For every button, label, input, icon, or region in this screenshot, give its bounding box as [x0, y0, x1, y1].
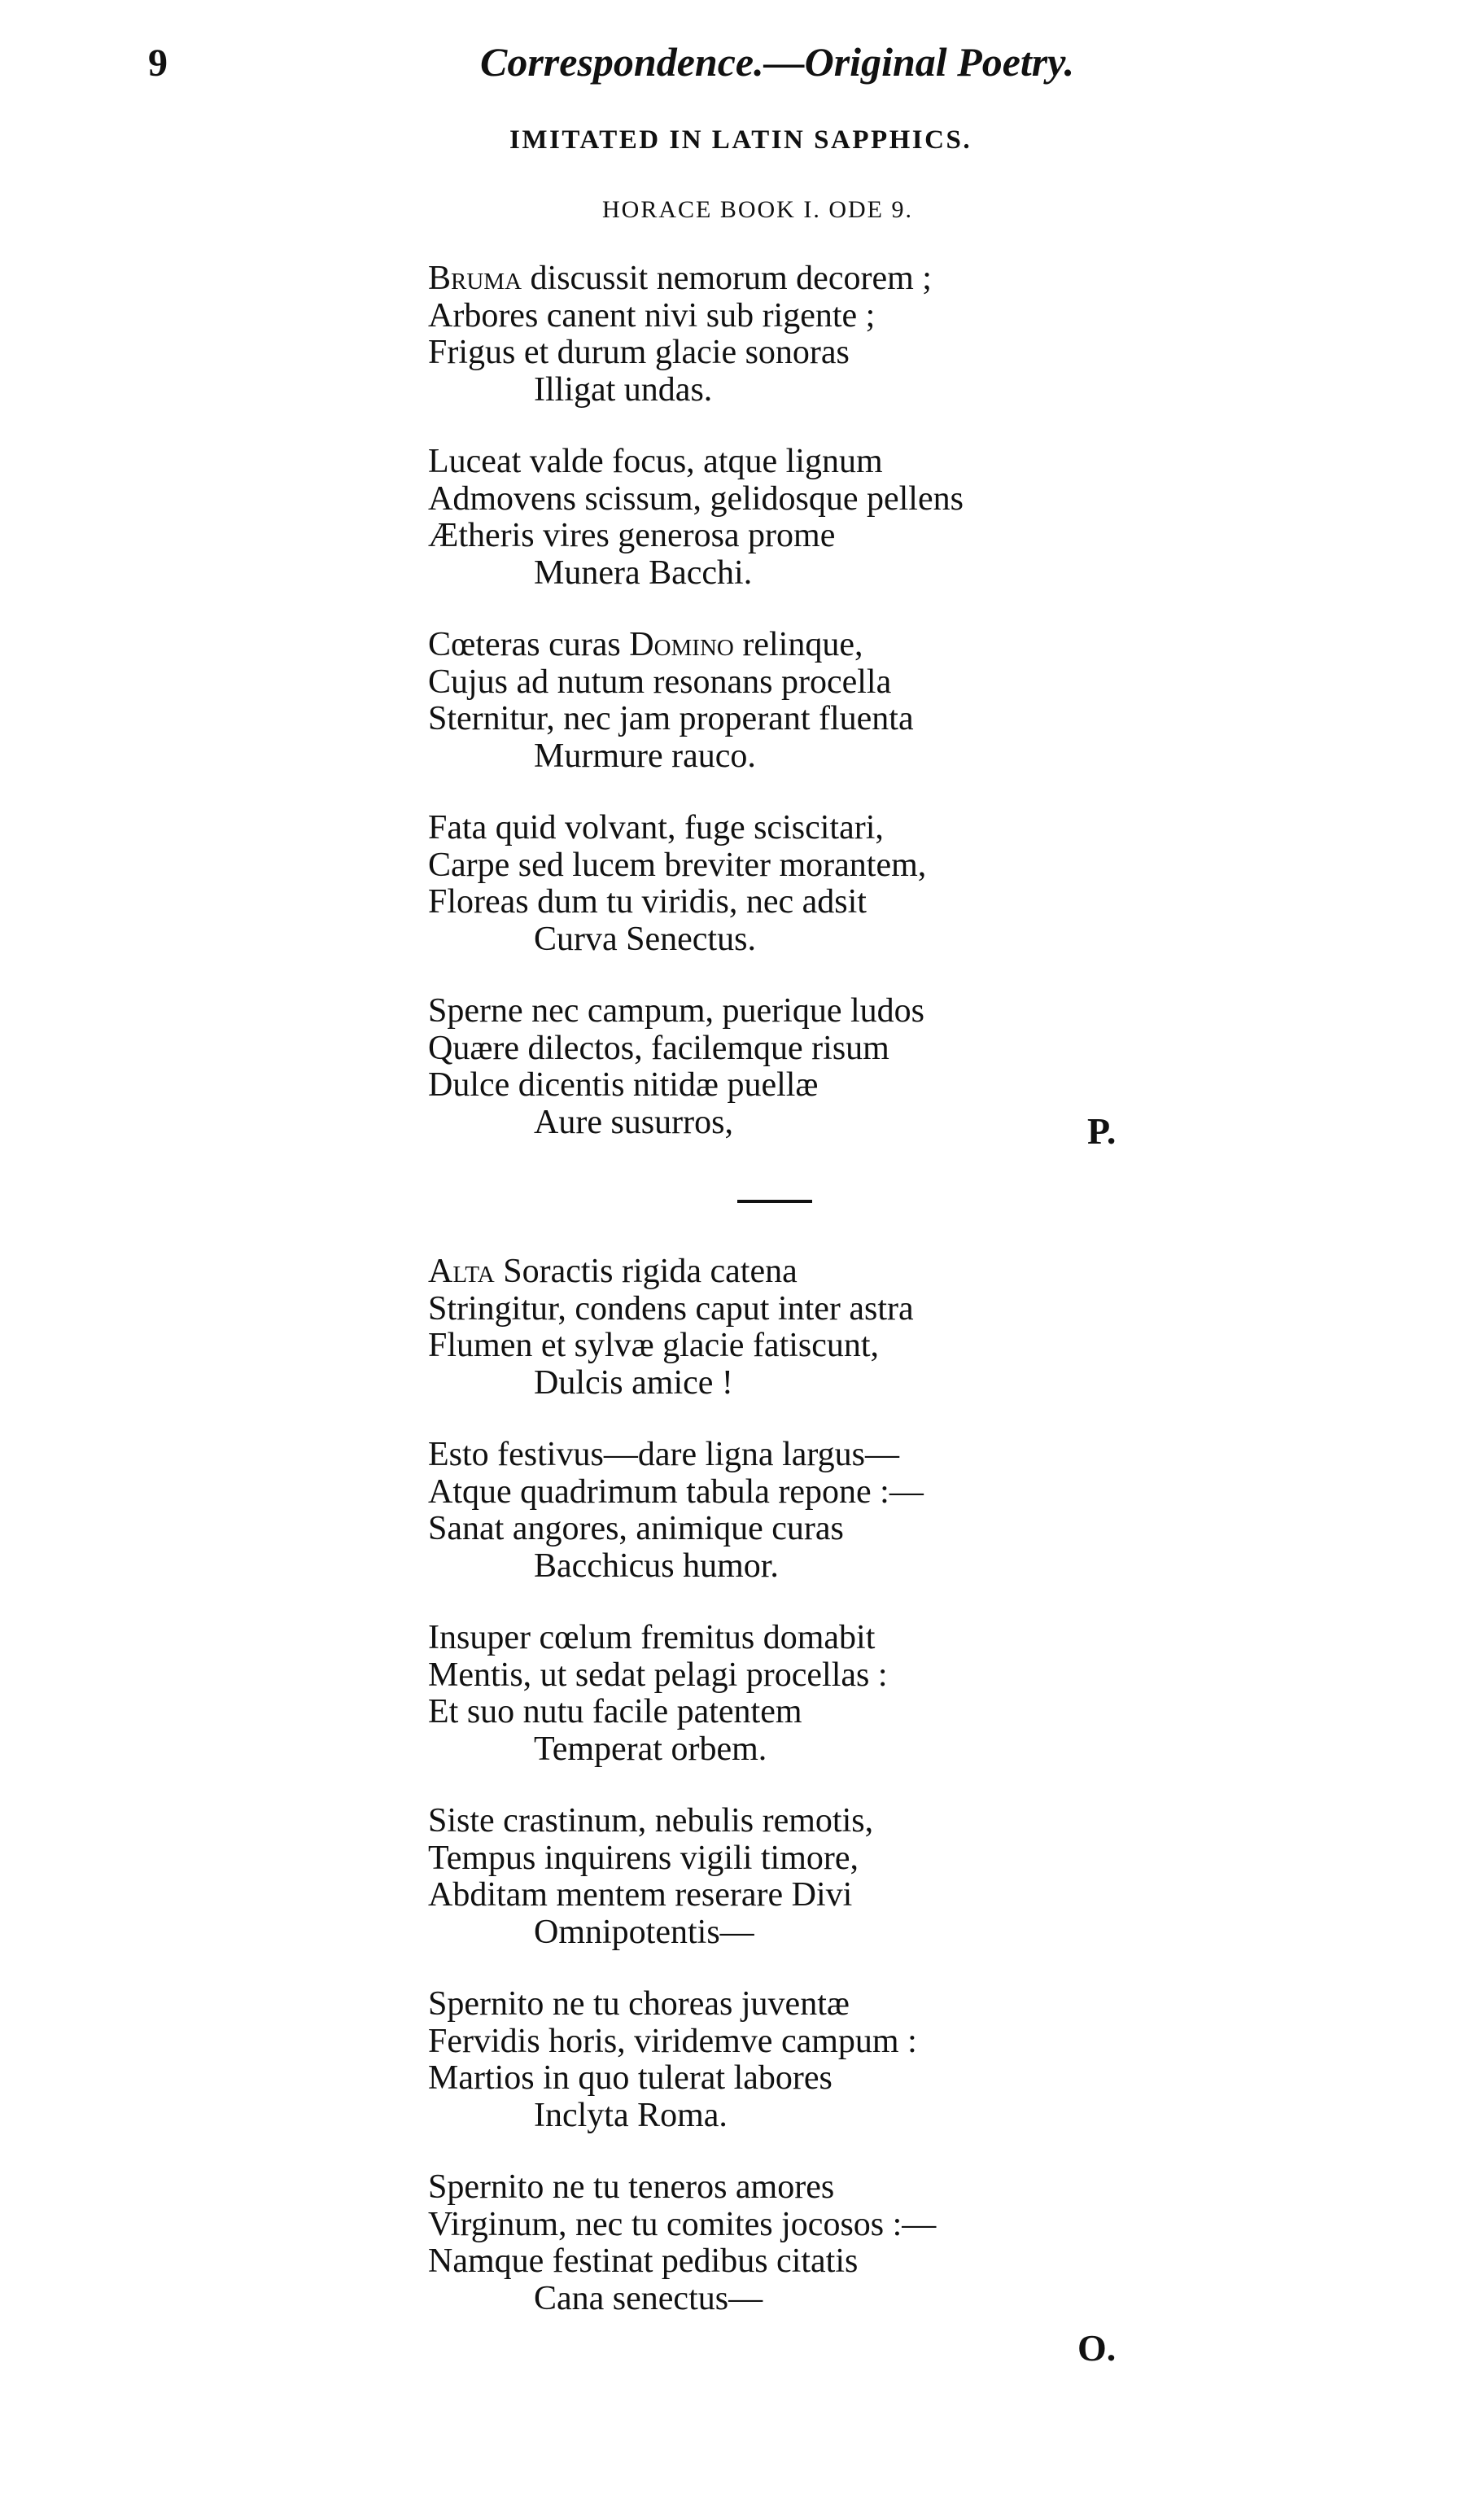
- verse-line-text: Soractis rigida catena: [494, 1253, 798, 1290]
- author-signature: P.: [1087, 1110, 1117, 1152]
- verse-line: Floreas dum tu viridis, nec adsit: [428, 883, 867, 921]
- stanza-4: [428, 810, 1144, 958]
- author-signature: O.: [1077, 2327, 1117, 2369]
- verse-line-text: relinque,: [733, 626, 863, 663]
- verse-line-adonic: Aure susurros,: [534, 1103, 733, 1141]
- verse-line: Fervidis horis, viridemve campum :: [428, 2022, 917, 2060]
- section-subheading: HORACE BOOK I. ODE 9.: [602, 196, 913, 223]
- initial-word: Bruma: [428, 260, 522, 297]
- verse-line: Atque quadrimum tabula repone :—: [428, 1472, 924, 1511]
- stanza-2: [428, 444, 1144, 592]
- verse-line: Namque festinat pedibus citatis: [428, 2242, 859, 2280]
- verse-line-adonic: Curva Senectus.: [534, 920, 756, 958]
- verse-line-adonic: Murmure rauco.: [534, 737, 756, 775]
- verse-line: Mentis, ut sedat pelagi procellas :: [428, 1656, 888, 1694]
- verse-line: Luceat valde focus, atque lignum: [428, 443, 883, 480]
- verse-line: Siste crastinum, nebulis remotis,: [428, 1802, 874, 1840]
- verse-line: Sperne nec campum, puerique ludos: [428, 992, 924, 1030]
- verse-line: Sternitur, nec jam properant fluenta: [428, 700, 914, 737]
- verse-line: Esto festivus—dare ligna largus—: [428, 1436, 899, 1473]
- verse-line: Admovens scissum, gelidosque pellens: [428, 479, 964, 518]
- stanza-4: [428, 1803, 1144, 1951]
- stanza-5: [428, 1986, 1144, 2134]
- verse-line-adonic: Munera Bacchi.: [534, 553, 753, 592]
- verse-line: Cujus ad nutum resonans procella: [428, 663, 892, 701]
- verse-line: Dulce dicentis nitidæ puellæ: [428, 1066, 819, 1104]
- initial-word: Alta: [428, 1253, 495, 1290]
- poem-horace-ode: [428, 260, 1144, 1176]
- verse-line: Insuper cœlum fremitus domabit: [428, 1619, 876, 1656]
- verse-line: Flumen et sylvæ glacie fatiscunt,: [428, 1327, 880, 1364]
- verse-line: Frigus et durum glacie sonoras: [428, 334, 850, 371]
- stanza-1: [428, 260, 1144, 409]
- verse-line: Arbores canent nivi sub rigente ;: [428, 296, 876, 335]
- verse-line: Abditam mentem reserare Divi: [428, 1876, 853, 1914]
- verse-line-adonic: Bacchicus humor.: [534, 1547, 779, 1585]
- stanza-6: [428, 2169, 1144, 2317]
- verse-line-text: discussit nemorum decorem ;: [522, 260, 932, 297]
- stanza-3: [428, 1620, 1144, 1768]
- verse-line: [428, 1253, 1144, 1291]
- poem-second-imitation: [428, 1253, 1144, 2352]
- verse-line: [428, 260, 1144, 298]
- stanza-3: [428, 627, 1144, 775]
- verse-line: [428, 627, 1144, 664]
- verse-line: Quære dilectos, facilemque risum: [428, 1029, 889, 1067]
- verse-line-adonic: Inclyta Roma.: [534, 2096, 728, 2134]
- page-number: 9: [148, 42, 168, 85]
- verse-line: Ætheris vires generosa prome: [428, 517, 836, 554]
- verse-line: Carpe sed lucem breviter morantem,: [428, 846, 927, 884]
- section-divider: [737, 1200, 812, 1203]
- verse-line-adonic: Cana senectus—: [534, 2279, 763, 2317]
- stanza-2: [428, 1437, 1144, 1585]
- verse-line: Spernito ne tu choreas juventæ: [428, 1985, 850, 2023]
- section-heading: IMITATED IN LATIN SAPPHICS.: [509, 125, 972, 155]
- verse-line: Martios in quo tulerat labores: [428, 2059, 833, 2097]
- verse-line: Spernito ne tu teneros amores: [428, 2168, 835, 2206]
- verse-line: Sanat angores, animique curas: [428, 1510, 844, 1547]
- verse-line: Tempus inquirens vigili timore,: [428, 1839, 859, 1877]
- small-caps-word: Domino: [629, 626, 734, 663]
- verse-line-adonic: Illigat undas.: [534, 370, 713, 409]
- verse-line-adonic: Dulcis amice !: [534, 1363, 733, 1402]
- verse-line: Stringitur, condens caput inter astra: [428, 1289, 914, 1328]
- stanza-1: [428, 1253, 1144, 1402]
- verse-line: Et suo nutu facile patentem: [428, 1693, 802, 1730]
- verse-line-text: Cœteras curas: [428, 626, 630, 663]
- running-head: Correspondence.—Original Poetry.: [480, 39, 1075, 85]
- verse-line-adonic: Temperat orbem.: [534, 1730, 767, 1768]
- verse-line: Fata quid volvant, fuge sciscitari,: [428, 809, 884, 847]
- verse-line-adonic: Omnipotentis—: [534, 1913, 754, 1951]
- verse-line: Virginum, nec tu comites jocosos :—: [428, 2205, 937, 2243]
- stanza-5: [428, 993, 1144, 1141]
